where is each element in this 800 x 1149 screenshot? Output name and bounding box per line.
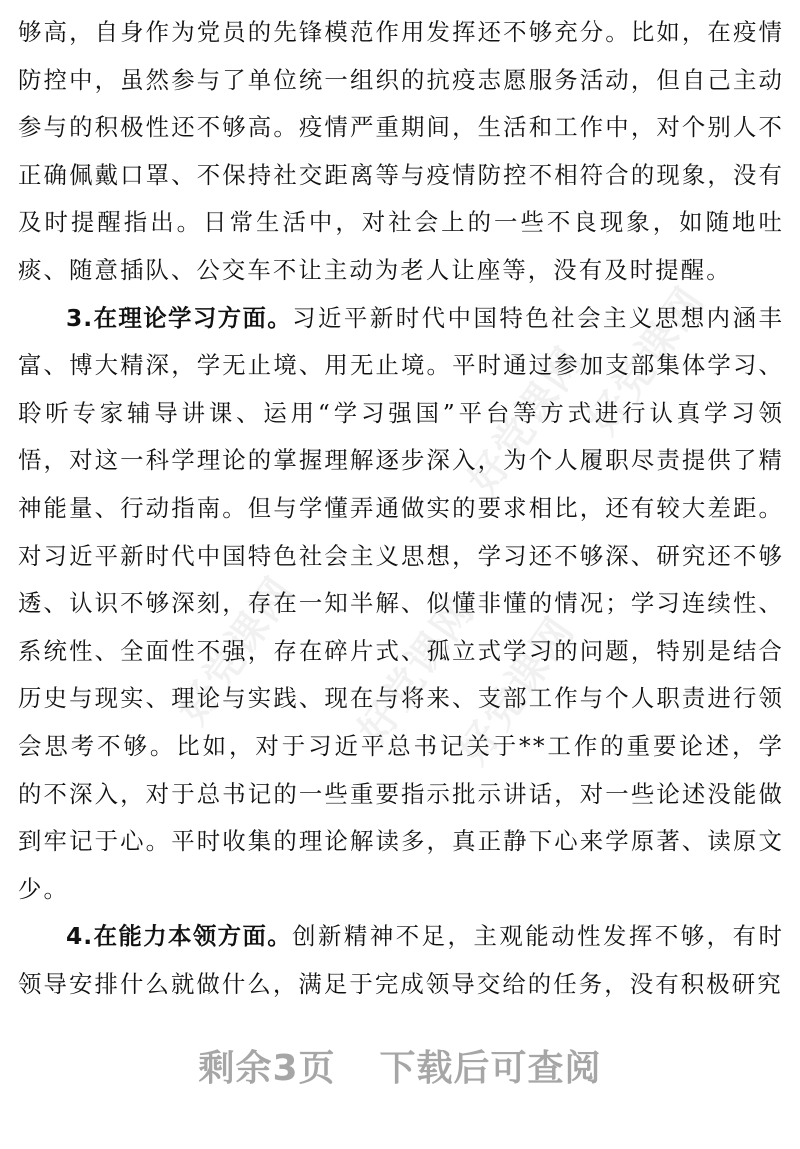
download-to-view-notice[interactable] (0, 1040, 800, 1091)
paragraph-text: 习近平新时代中国特色社会主义思想内涵丰富、博大精深，学无止境、用无止境。平时通过参加支部集体学习、聆听专家辅导讲课、运用“学习强国”平台等方式进行认真学习领悟，对这一科学理论的掌握理解逐步深入，为个人履职尽责提供了精神能量、行动指南。但与学懂弄通做实的要求相比，还有较大差距。对习近平新时代中国特色社会主义思想，学习还不够深、研究还不够透、认识不够深刻，存在一知半解、似懂非懂的情况；学习连续性、系统性、全面性不强，存在碎片式、孤立式学习的问题，特别是结合历史与现实、理论与实践、现在与将来、支部工作与个人职责进行领会思考不够。比如，对于习近平总书记关于**工作的重要论述，学的不深入，对于总书记的一些重要指示批示讲话，对一些论述没能做到牢记于心。平时收集的理论解读多，真正静下心来学原著、读原文少。 (18, 303, 784, 903)
watermark: 好党课网 (459, 338, 594, 503)
watermark: 好党课网 (449, 608, 584, 773)
paragraph-section-4 (18, 913, 784, 1008)
section-heading: 3.在理论学习方面。 (66, 303, 293, 332)
remaining-pages-label: 剩余3页 (198, 1048, 336, 1089)
download-action-label: 下载后可查阅 (379, 1048, 602, 1089)
watermark: 好党课网 (579, 278, 714, 443)
document-body (18, 9, 784, 1008)
paragraph-continued (18, 9, 784, 295)
paragraph-text: 够高，自身作为党员的先锋模范作用发挥还不够充分。比如，在疫情防控中，虽然参与了单位统一组织的抗疫志愿服务活动，但自己主动参与的积极性还不够高。疫情严重期间，生活和工作中，对个别人不正确佩戴口罩、不保持社交距离等与疫情防控不相符合的现象，没有及时提醒指出。日常生活中，对社会上的一些不良现象，如随地吐痰、随意插队、公交车不让主动为老人让座等，没有及时提醒。 (18, 18, 784, 284)
watermark: 好党课网 (349, 588, 484, 753)
paragraph-text: 创新精神不足，主观能动性发挥不够，有时领导安排什么就做什么，满足于完成领导交给的任务，没有积极研究 (18, 922, 784, 998)
watermark: 好党课网 (169, 568, 304, 733)
section-heading: 4.在能力本领方面。 (66, 922, 293, 951)
paragraph-section-3 (18, 295, 784, 914)
